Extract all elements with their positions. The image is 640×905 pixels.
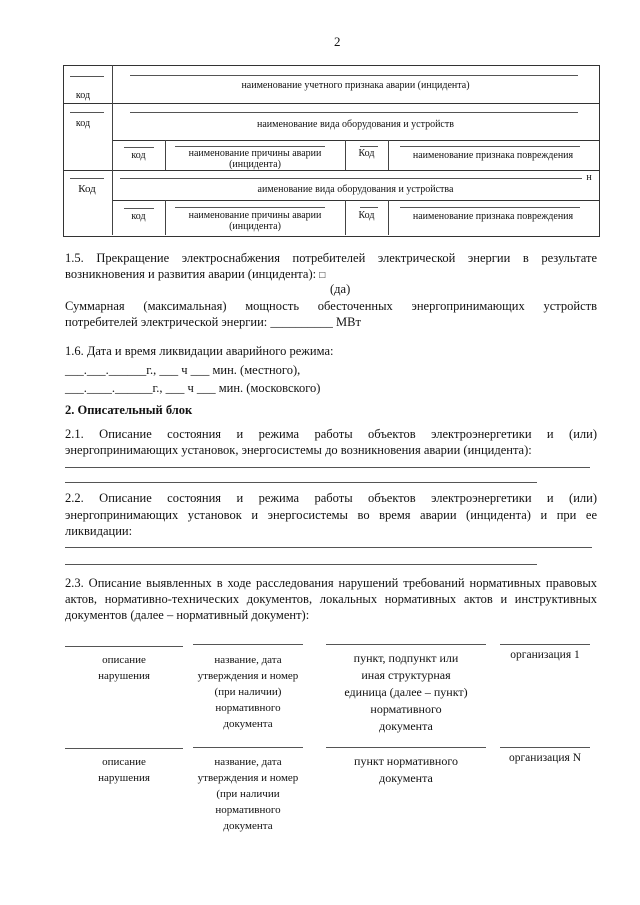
section-1-6-title: 1.6. Дата и время ликвидации аварийного режима: [65, 344, 334, 358]
section-2-2-line: ликвидации: [65, 524, 133, 538]
section-2-2-line: энергопринимающих установок и энергосистемы во время аварии (инцидента) и при ее [65, 508, 597, 522]
damage-feature-label: наименование признака повреждения [412, 150, 574, 161]
page-number: 2 [334, 34, 341, 49]
section-2-heading: 2. Описательный блок [65, 403, 193, 417]
violation-description-label: описание нарушения [98, 756, 150, 784]
code-label: код [131, 211, 146, 222]
accident-feature-name-label: наименование учетного признака аварии (инцидента) [241, 80, 470, 91]
code-label: Код [358, 148, 375, 159]
name-prefix: н [586, 172, 592, 183]
section-1-5-line: 1.5. Прекращение электроснабжения потребителей электрической энергии в результате [65, 251, 597, 265]
code-label: код [75, 90, 91, 101]
power-line: Суммарная (максимальная) мощность обесточенных энергопринимающих устройств [65, 299, 597, 313]
section-2-1-line: 2.1. Описание состояния и режима работы объектов электроэнергетики и (или) [65, 427, 597, 441]
cause-label: наименование причины аварии (инцидента) [188, 148, 322, 170]
damage-feature-label: наименование признака повреждения [412, 211, 574, 222]
document-name-label: название, дата утверждения и номер (при наличии) нормативного документа [197, 654, 299, 730]
checkbox-yes[interactable]: □ [319, 270, 326, 281]
code-label: код [75, 118, 91, 129]
violation-description-label: описание нарушения [98, 654, 150, 682]
answer-line[interactable] [65, 467, 590, 468]
answer-line[interactable] [65, 482, 537, 483]
cause-label: наименование причины аварии (инцидента) [188, 210, 322, 232]
equipment-type-label: наименование вида оборудования и устройств [257, 119, 454, 130]
organization-label: организация 1 [510, 649, 580, 661]
answer-line[interactable] [65, 564, 537, 565]
section-2-2-line: 2.2. Описание состояния и режима работы объектов электроэнергетики и (или) [65, 491, 597, 505]
section-2-3-line: 2.3. Описание выявленных в ходе расследования нарушений требований нормативных правовых [65, 576, 597, 590]
local-time-field[interactable]: ___.___.______г., ___ ч ___ мин. (местного), [65, 363, 301, 377]
clause-label: пункт, подпункт или иная структурная единица (далее – пункт) нормативного документа [344, 651, 468, 733]
organization-label: организация N [508, 752, 582, 764]
section-2-3-line: документов (далее – нормативный документ): [65, 608, 310, 622]
power-field[interactable]: потребителей электрической энергии: __________ МВт [65, 315, 361, 329]
section-1-5-line: возникновения и развития аварии (инцидента): □ [65, 267, 326, 281]
clause-label: пункт нормативного документа [354, 754, 458, 785]
yes-label: (да) [330, 282, 351, 296]
section-2-3-line: актов, нормативно-технических документов, локальных нормативных актов и инструктивных [65, 592, 597, 606]
equipment-type-label: аименование вида оборудования и устройства [257, 184, 454, 195]
code-label: Код [78, 183, 96, 195]
code-label: Код [358, 210, 375, 221]
document-name-label: название, дата утверждения и номер (при наличии нормативного документа [197, 756, 299, 832]
answer-line[interactable] [65, 547, 592, 548]
code-label: код [131, 150, 146, 161]
moscow-time-field[interactable]: ___.____.______г., ___ ч ___ мин. (московского) [65, 381, 321, 395]
section-2-1-line: энергопринимающих установок, энергосистемы до возникновения аварии (инцидента): [65, 443, 532, 457]
